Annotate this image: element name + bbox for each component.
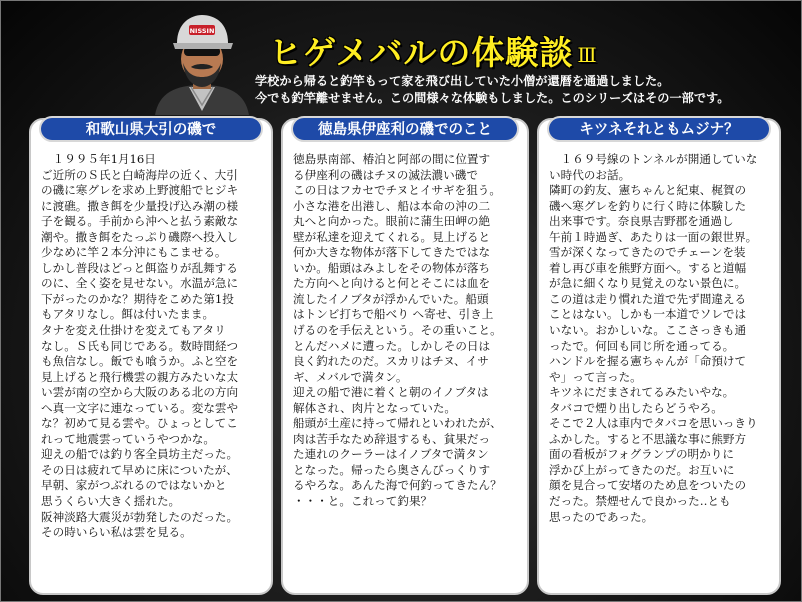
story-line: ことはない。しかも一本道でソレでは xyxy=(549,307,747,322)
story-line: タバコで煙り出したらどうやろ。 xyxy=(549,400,723,415)
story-line: しかし普段はどっと餌盗りが乱舞する xyxy=(41,260,238,275)
story-line: れって地震雲っていうやつかな。 xyxy=(41,431,215,446)
story-line: 思ったのであった。 xyxy=(549,509,654,524)
story-line: な？初めて見る雲や。ひょっとしてこ xyxy=(41,416,238,431)
story-line: 午前１時過ぎ、あたりは一面の銀世界。 xyxy=(549,229,758,244)
story-line: るやろな。あんた海で何釣ってきたん？ xyxy=(293,478,502,493)
subtitle xyxy=(255,73,795,107)
subtitle-line: 今でも釣竿離せません。この間様々な体験もしました。このシリーズはその一部です。 xyxy=(255,91,730,105)
story-body xyxy=(41,152,263,541)
story-line: 思うくらい大きく揺れた。 xyxy=(41,494,181,509)
story-line: そこで２人は車内でタバコを思いっきり xyxy=(549,416,758,431)
story-line: この日はフカセでチヌとイサギを狙う。 xyxy=(293,183,501,198)
story-line: 出来事です。奈良県吉野郡を通過し xyxy=(549,214,734,229)
story-line: た方向へと向けると何とそこには血を xyxy=(293,276,491,291)
story-line: ギ、メバルで満タン。 xyxy=(293,369,408,384)
story-line: となった。帰ったら奥さんびっくりす xyxy=(293,462,491,477)
title-text: ヒゲメバルの体験談 xyxy=(269,33,574,72)
story-line: もアタリなし。餌は付いたまま。 xyxy=(41,307,215,322)
story-line: 着し再び車を熊野方面へ。すると道幅 xyxy=(549,260,747,275)
story-line: 流したイノブタが浮かんでいた。船頭 xyxy=(293,291,489,306)
story-line: 見上げると飛行機雲の親方みたいな太 xyxy=(41,369,239,384)
story-line: その日は疲れて早めに床についたが、 xyxy=(41,462,238,477)
story-line: 阪神淡路大震災が勃発したのだった。 xyxy=(41,509,239,524)
story-line: に渡礁。撒き餌を少量投げ込み潮の様 xyxy=(41,198,239,213)
story-line: た連れのクーラーはイノブタで満タン xyxy=(293,447,489,462)
story-line: 丸へと向かった。眼前に蒲生田岬の絶 xyxy=(293,214,491,229)
story-line: この道は走り慣れた道で先ず間違える xyxy=(549,291,747,306)
story-line: いか。船頭はみよしをその物体が落ち xyxy=(293,260,491,275)
story-line: その時いらい私は雲を見る。 xyxy=(41,525,192,540)
story-line: のに、全く姿を見せない。水温が急に xyxy=(41,276,239,291)
story-line: とんだハメに遭った。しかしその日は xyxy=(293,338,491,353)
story-line: 船頭が土産に持って帰れといわれたが、 xyxy=(293,416,502,431)
story-body xyxy=(293,152,519,510)
story-panel-izari xyxy=(281,118,529,595)
story-line: 早朝、家がつぶれるのではないかと xyxy=(41,478,227,493)
story-line: いない。おかしいな。ここさっきも通 xyxy=(549,323,747,338)
story-line: 面の看板がフォグランプの明かりに xyxy=(549,447,734,462)
story-line: 顔を見合って安堵のため息をついたの xyxy=(549,478,747,493)
volume-numeral: Ⅲ xyxy=(577,43,598,67)
story-line: 徳島県南部、椿泊と阿部の間に位置す xyxy=(293,152,491,166)
story-line: る伊座利の磯はチヌの滅法濃い磯で xyxy=(293,167,478,182)
story-line: い雲が南の空から大阪のある北の方向 xyxy=(41,385,239,400)
story-line: げるのを手伝えという。その重いこと。 xyxy=(293,323,502,338)
story-line: 浮かび上がってきたのだ。お互いに xyxy=(549,462,735,477)
author-portrait xyxy=(151,7,253,115)
story-line: なし。Ｓ氏も同じである。数時間経つ xyxy=(41,338,239,353)
story-panel-kitsune xyxy=(537,118,781,595)
subtitle-line: 学校から帰ると釣竿もって家を飛び出していた小僧が還暦を通過しました。 xyxy=(255,74,670,88)
story-line: キツネにだまされてるみたいやな。 xyxy=(549,385,735,400)
story-line: １６９号線のトンネルが開通していな xyxy=(549,152,758,166)
story-line: い時代のお話。 xyxy=(549,167,631,182)
story-line: ふかした。すると不思議な事に熊野方 xyxy=(549,431,747,446)
story-line: 何か大きな物体が落下してきたではな xyxy=(293,245,491,260)
story-line: ご近所のＳ氏と白崎海岸の近く、大引 xyxy=(41,167,238,182)
story-line: 少なめに竿２本分沖にもこませる。 xyxy=(41,245,227,260)
story-line: 迎えの船で港に着くと朝のイノブタは xyxy=(293,385,489,400)
story-line: ったで。何回も同じ所を通ってる。 xyxy=(549,338,735,353)
story-heading: 和歌山県大引の磯で xyxy=(39,116,263,142)
story-line: 解体され、肉片となっていた。 xyxy=(293,400,457,415)
story-line: や」って言った。 xyxy=(549,369,642,384)
story-line: 肉は苦手なため辞退するも、貧果だっ xyxy=(293,431,491,446)
story-line: 小さな港を出港し、船は本命の沖の二 xyxy=(293,198,491,213)
story-line: ・・・と。これって釣果？ xyxy=(293,494,433,509)
story-line: 子を観る。手前から沖へと払う素敵な xyxy=(41,214,239,229)
story-line: はトンビ打ちで船べり へ寄せ、引き上 xyxy=(293,307,494,322)
story-line: ハンドルを握る憲ちゃんが「命預けて xyxy=(549,354,747,369)
story-line: 潮や。撒き餌をたっぷり磯際へ投入し xyxy=(41,229,238,244)
cap-logo-text: NISSIN xyxy=(189,27,215,35)
story-heading: 徳島県伊座利の磯でのこと xyxy=(291,116,519,142)
story-line: タナを変え仕掛けを変えてもアタリ xyxy=(41,323,226,338)
story-line: 壁が私達を迎えてくれる。見上げると xyxy=(293,229,491,244)
story-line: だった。禁煙せんで良かった‥とも xyxy=(549,494,731,509)
story-line: 隣町の釣友、憲ちゃんと紀東、梶賀の xyxy=(549,183,747,198)
story-panel-owabiki xyxy=(29,118,273,595)
story-line: 雪が深くなってきたのでチェーンを装 xyxy=(549,245,746,260)
story-line: へ真一文字に連なっている。変な雲や xyxy=(41,400,239,415)
story-line: の磯に寒グレを求め上野渡船でヒジキ xyxy=(41,183,239,198)
page-title xyxy=(269,27,598,74)
story-heading: キツネそれともムジナ？ xyxy=(547,116,771,142)
story-body xyxy=(549,152,771,525)
story-line: 磯へ寒グレを釣りに行く時に体験した xyxy=(549,198,747,213)
story-line: も魚信なし。飯でも喰うか。ふと空を xyxy=(41,354,239,369)
story-line: 迎えの船では釣り客全員坊主だった。 xyxy=(41,447,239,462)
story-line: １９９５年1月16日 xyxy=(41,152,156,166)
story-line: が急に細くなり見覚えのない景色に。 xyxy=(549,276,747,291)
story-line: 良く釣れたのだ。スカリはチヌ、イサ xyxy=(293,354,489,369)
story-line: 下がったのかな？期待をこめた第1投 xyxy=(41,291,234,306)
